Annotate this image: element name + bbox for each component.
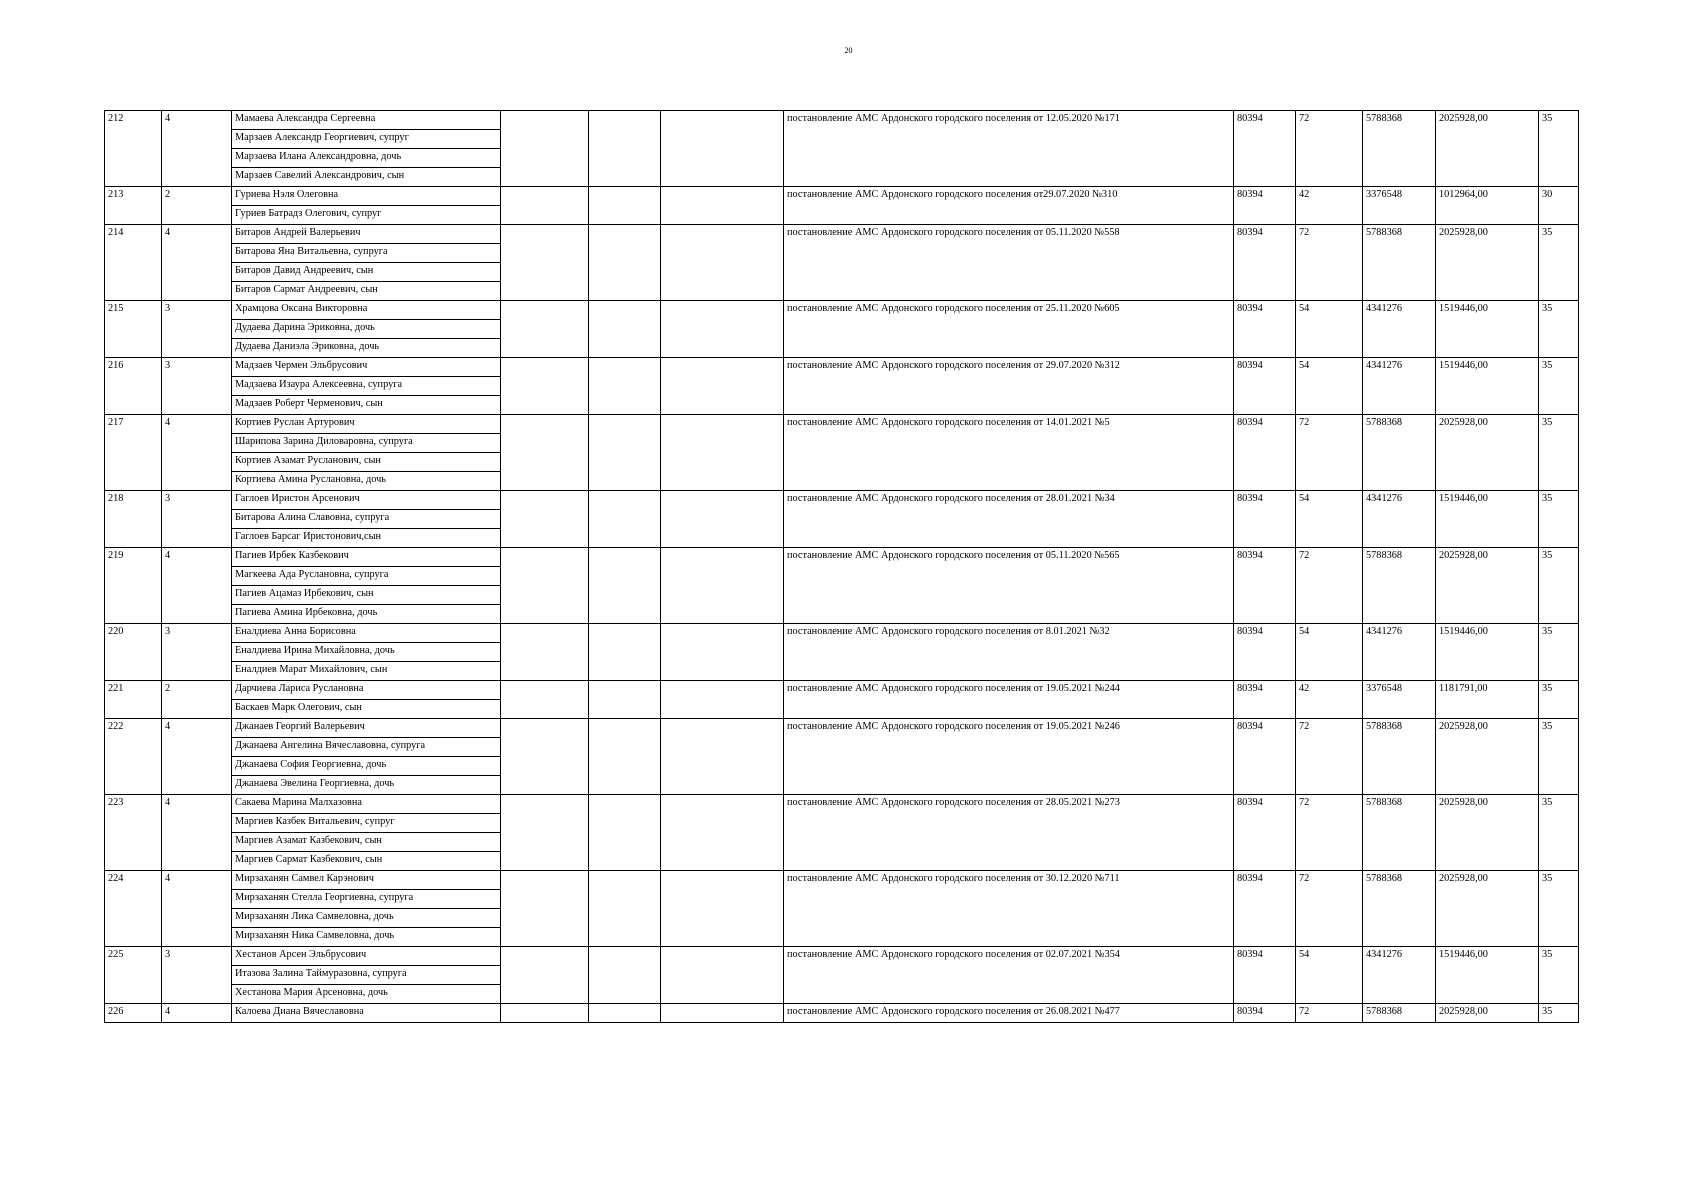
- family-member-cell: Пагиев Ирбек Казбекович: [232, 548, 501, 567]
- family-member-cell: Сакаева Марина Малхазовна: [232, 795, 501, 814]
- family-member-cell: Марзаева Илана Александровна, дочь: [232, 149, 501, 168]
- empty-cell: [501, 871, 589, 947]
- empty-cell: [501, 681, 589, 719]
- family-member-cell: Калоева Диана Вячеславовна: [232, 1004, 501, 1023]
- decision-cell: постановление АМС Ардонского городского поселения от 28.05.2021 №273: [784, 795, 1234, 871]
- decision-cell: постановление АМС Ардонского городского поселения от 26.08.2021 №477: [784, 1004, 1234, 1023]
- empty-cell: [589, 301, 661, 358]
- total-cost-cell: 5788368: [1363, 719, 1436, 795]
- empty-cell: [661, 1004, 784, 1023]
- percent-cell: 35: [1539, 681, 1579, 719]
- family-size-cell: 4: [162, 548, 232, 624]
- page-number: 20: [844, 46, 853, 55]
- price-per-sqm-cell: 80394: [1234, 301, 1296, 358]
- family-member-cell: Мирзаханян Лика Самвеловна, дочь: [232, 909, 501, 928]
- table-row: [105, 681, 1579, 700]
- family-member-cell: Джанаева Ангелина Вячеславовна, супруга: [232, 738, 501, 757]
- family-size-cell: 2: [162, 681, 232, 719]
- decision-cell: постановление АМС Ардонского городского поселения от 14.01.2021 №5: [784, 415, 1234, 491]
- total-cost-cell: 5788368: [1363, 415, 1436, 491]
- table-row: [105, 187, 1579, 206]
- empty-cell: [661, 491, 784, 548]
- table-row: [105, 548, 1579, 567]
- decision-cell: постановление АМС Ардонского городского поселения от 30.12.2020 №711: [784, 871, 1234, 947]
- record-number-cell: 224: [105, 871, 162, 947]
- empty-cell: [501, 624, 589, 681]
- table-row: [105, 358, 1579, 377]
- total-cost-cell: 5788368: [1363, 111, 1436, 187]
- percent-cell: 30: [1539, 187, 1579, 225]
- empty-cell: [501, 1004, 589, 1023]
- price-per-sqm-cell: 80394: [1234, 111, 1296, 187]
- family-size-cell: 4: [162, 1004, 232, 1023]
- family-member-cell: Кортиев Азамат Русланович, сын: [232, 453, 501, 472]
- empty-cell: [589, 111, 661, 187]
- family-size-cell: 4: [162, 415, 232, 491]
- family-size-cell: 4: [162, 719, 232, 795]
- price-per-sqm-cell: 80394: [1234, 415, 1296, 491]
- family-size-cell: 2: [162, 187, 232, 225]
- table-row: [105, 415, 1579, 434]
- subsidy-cell: 1519446,00: [1436, 301, 1539, 358]
- family-size-cell: 4: [162, 225, 232, 301]
- family-size-cell: 4: [162, 795, 232, 871]
- family-member-cell: Мамаева Александра Сергеевна: [232, 111, 501, 130]
- decision-cell: постановление АМС Ардонского городского поселения от 8.01.2021 №32: [784, 624, 1234, 681]
- family-size-cell: 4: [162, 111, 232, 187]
- empty-cell: [589, 624, 661, 681]
- percent-cell: 35: [1539, 624, 1579, 681]
- record-number-cell: 225: [105, 947, 162, 1004]
- family-member-cell: Дудаева Даниэла Эриковна, дочь: [232, 339, 501, 358]
- subsidy-cell: 2025928,00: [1436, 415, 1539, 491]
- empty-cell: [589, 871, 661, 947]
- empty-cell: [661, 624, 784, 681]
- family-member-cell: Кортиева Амина Руслановна, дочь: [232, 472, 501, 491]
- subsidy-cell: 2025928,00: [1436, 795, 1539, 871]
- table-row: [105, 719, 1579, 738]
- empty-cell: [501, 225, 589, 301]
- record-number-cell: 223: [105, 795, 162, 871]
- total-cost-cell: 4341276: [1363, 624, 1436, 681]
- empty-cell: [589, 358, 661, 415]
- empty-cell: [501, 111, 589, 187]
- family-member-cell: Гаглоев Иристон Арсенович: [232, 491, 501, 510]
- table-row: [105, 111, 1579, 130]
- area-cell: 54: [1296, 301, 1363, 358]
- price-per-sqm-cell: 80394: [1234, 187, 1296, 225]
- family-member-cell: Мирзаханян Ника Самвеловна, дочь: [232, 928, 501, 947]
- empty-cell: [589, 491, 661, 548]
- percent-cell: 35: [1539, 358, 1579, 415]
- family-member-cell: Гаглоев Барсаг Иристонович,сын: [232, 529, 501, 548]
- total-cost-cell: 5788368: [1363, 871, 1436, 947]
- area-cell: 54: [1296, 947, 1363, 1004]
- subsidy-cell: 1519446,00: [1436, 491, 1539, 548]
- family-member-cell: Гуриев Батрадз Олегович, супруг: [232, 206, 501, 225]
- family-member-cell: Джанаев Георгий Валерьевич: [232, 719, 501, 738]
- percent-cell: 35: [1539, 111, 1579, 187]
- percent-cell: 35: [1539, 415, 1579, 491]
- family-member-cell: Гуриева Нэля Олеговна: [232, 187, 501, 206]
- area-cell: 72: [1296, 795, 1363, 871]
- family-size-cell: 4: [162, 871, 232, 947]
- price-per-sqm-cell: 80394: [1234, 358, 1296, 415]
- table-row: [105, 1004, 1579, 1023]
- record-number-cell: 226: [105, 1004, 162, 1023]
- percent-cell: 35: [1539, 491, 1579, 548]
- decision-cell: постановление АМС Ардонского городского поселения от 05.11.2020 №558: [784, 225, 1234, 301]
- record-number-cell: 217: [105, 415, 162, 491]
- price-per-sqm-cell: 80394: [1234, 491, 1296, 548]
- price-per-sqm-cell: 80394: [1234, 1004, 1296, 1023]
- area-cell: 72: [1296, 871, 1363, 947]
- subsidy-cell: 1181791,00: [1436, 681, 1539, 719]
- family-member-cell: Шарипова Зарина Диловаровна, супруга: [232, 434, 501, 453]
- subsidy-cell: 1519446,00: [1436, 358, 1539, 415]
- area-cell: 42: [1296, 187, 1363, 225]
- family-member-cell: Итазова Залина Таймуразовна, супруга: [232, 966, 501, 985]
- empty-cell: [589, 548, 661, 624]
- family-member-cell: Пагиева Амина Ирбековна, дочь: [232, 605, 501, 624]
- price-per-sqm-cell: 80394: [1234, 624, 1296, 681]
- family-member-cell: Джанаева Эвелина Георгиевна, дочь: [232, 776, 501, 795]
- empty-cell: [589, 681, 661, 719]
- empty-cell: [661, 719, 784, 795]
- subsidy-cell: 2025928,00: [1436, 871, 1539, 947]
- percent-cell: 35: [1539, 871, 1579, 947]
- record-number-cell: 218: [105, 491, 162, 548]
- record-number-cell: 222: [105, 719, 162, 795]
- decision-cell: постановление АМС Ардонского городского поселения от29.07.2020 №310: [784, 187, 1234, 225]
- family-size-cell: 3: [162, 624, 232, 681]
- total-cost-cell: 5788368: [1363, 548, 1436, 624]
- decision-cell: постановление АМС Ардонского городского поселения от 19.05.2021 №244: [784, 681, 1234, 719]
- area-cell: 54: [1296, 491, 1363, 548]
- area-cell: 54: [1296, 358, 1363, 415]
- table-row: [105, 871, 1579, 890]
- decision-cell: постановление АМС Ардонского городского поселения от 28.01.2021 №34: [784, 491, 1234, 548]
- empty-cell: [661, 681, 784, 719]
- registry-body: [105, 111, 1579, 1023]
- percent-cell: 35: [1539, 225, 1579, 301]
- area-cell: 72: [1296, 1004, 1363, 1023]
- total-cost-cell: 5788368: [1363, 795, 1436, 871]
- empty-cell: [501, 947, 589, 1004]
- empty-cell: [661, 415, 784, 491]
- table-row: [105, 491, 1579, 510]
- empty-cell: [589, 719, 661, 795]
- empty-cell: [661, 301, 784, 358]
- price-per-sqm-cell: 80394: [1234, 947, 1296, 1004]
- percent-cell: 35: [1539, 301, 1579, 358]
- family-member-cell: Пагиев Ацамаз Ирбекович, сын: [232, 586, 501, 605]
- empty-cell: [661, 795, 784, 871]
- family-member-cell: Битаров Сармат Андреевич, сын: [232, 282, 501, 301]
- empty-cell: [501, 719, 589, 795]
- family-member-cell: Джанаева София Георгиевна, дочь: [232, 757, 501, 776]
- decision-cell: постановление АМС Ардонского городского поселения от 25.11.2020 №605: [784, 301, 1234, 358]
- percent-cell: 35: [1539, 1004, 1579, 1023]
- price-per-sqm-cell: 80394: [1234, 225, 1296, 301]
- percent-cell: 35: [1539, 947, 1579, 1004]
- family-member-cell: Марзаев Александр Георгиевич, супруг: [232, 130, 501, 149]
- total-cost-cell: 5788368: [1363, 1004, 1436, 1023]
- record-number-cell: 212: [105, 111, 162, 187]
- empty-cell: [501, 358, 589, 415]
- table-row: [105, 795, 1579, 814]
- family-member-cell: Магкеева Ада Руслановна, супруга: [232, 567, 501, 586]
- area-cell: 72: [1296, 225, 1363, 301]
- family-size-cell: 3: [162, 947, 232, 1004]
- family-member-cell: Еналдиева Ирина Михайловна, дочь: [232, 643, 501, 662]
- area-cell: 72: [1296, 548, 1363, 624]
- family-member-cell: Маргиев Казбек Витальевич, супруг: [232, 814, 501, 833]
- family-size-cell: 3: [162, 491, 232, 548]
- record-number-cell: 213: [105, 187, 162, 225]
- empty-cell: [501, 795, 589, 871]
- subsidy-cell: 2025928,00: [1436, 225, 1539, 301]
- family-member-cell: Дарчиева Лариса Руслановна: [232, 681, 501, 700]
- area-cell: 72: [1296, 719, 1363, 795]
- subsidy-cell: 2025928,00: [1436, 548, 1539, 624]
- housing-registry-table: [104, 110, 1579, 1023]
- total-cost-cell: 5788368: [1363, 225, 1436, 301]
- price-per-sqm-cell: 80394: [1234, 719, 1296, 795]
- record-number-cell: 221: [105, 681, 162, 719]
- family-member-cell: Мадзаева Изаура Алексеевна, супруга: [232, 377, 501, 396]
- decision-cell: постановление АМС Ардонского городского поселения от 29.07.2020 №312: [784, 358, 1234, 415]
- total-cost-cell: 4341276: [1363, 947, 1436, 1004]
- total-cost-cell: 3376548: [1363, 187, 1436, 225]
- family-member-cell: Битаров Давид Андреевич, сын: [232, 263, 501, 282]
- record-number-cell: 219: [105, 548, 162, 624]
- table-row: [105, 947, 1579, 966]
- decision-cell: постановление АМС Ардонского городского поселения от 05.11.2020 №565: [784, 548, 1234, 624]
- empty-cell: [501, 548, 589, 624]
- family-member-cell: Маргиев Азамат Казбекович, сын: [232, 833, 501, 852]
- family-member-cell: Дудаева Дарина Эриковна, дочь: [232, 320, 501, 339]
- empty-cell: [589, 947, 661, 1004]
- price-per-sqm-cell: 80394: [1234, 795, 1296, 871]
- percent-cell: 35: [1539, 795, 1579, 871]
- record-number-cell: 215: [105, 301, 162, 358]
- table-row: [105, 301, 1579, 320]
- total-cost-cell: 4341276: [1363, 358, 1436, 415]
- empty-cell: [661, 111, 784, 187]
- family-member-cell: Хестанов Арсен Эльбрусович: [232, 947, 501, 966]
- subsidy-cell: 2025928,00: [1436, 1004, 1539, 1023]
- family-member-cell: Мадзаев Чермен Эльбрусович: [232, 358, 501, 377]
- family-member-cell: Хестанова Мария Арсеновна, дочь: [232, 985, 501, 1004]
- family-size-cell: 3: [162, 301, 232, 358]
- family-member-cell: Марзаев Савелий Александрович, сын: [232, 168, 501, 187]
- price-per-sqm-cell: 80394: [1234, 871, 1296, 947]
- table-row: [105, 225, 1579, 244]
- family-member-cell: Мирзаханян Стелла Георгиевна, супруга: [232, 890, 501, 909]
- empty-cell: [661, 187, 784, 225]
- percent-cell: 35: [1539, 548, 1579, 624]
- total-cost-cell: 3376548: [1363, 681, 1436, 719]
- empty-cell: [589, 1004, 661, 1023]
- empty-cell: [589, 187, 661, 225]
- family-member-cell: Еналдиев Марат Михайлович, сын: [232, 662, 501, 681]
- family-member-cell: Маргиев Сармат Казбекович, сын: [232, 852, 501, 871]
- family-member-cell: Еналдиева Анна Борисовна: [232, 624, 501, 643]
- empty-cell: [661, 871, 784, 947]
- empty-cell: [661, 358, 784, 415]
- decision-cell: постановление АМС Ардонского городского поселения от 02.07.2021 №354: [784, 947, 1234, 1004]
- area-cell: 72: [1296, 111, 1363, 187]
- subsidy-cell: 2025928,00: [1436, 111, 1539, 187]
- decision-cell: постановление АМС Ардонского городского поселения от 19.05.2021 №246: [784, 719, 1234, 795]
- subsidy-cell: 2025928,00: [1436, 719, 1539, 795]
- family-member-cell: Мадзаев Роберт Черменович, сын: [232, 396, 501, 415]
- family-member-cell: Битаров Андрей Валерьевич: [232, 225, 501, 244]
- empty-cell: [589, 795, 661, 871]
- decision-cell: постановление АМС Ардонского городского поселения от 12.05.2020 №171: [784, 111, 1234, 187]
- empty-cell: [661, 225, 784, 301]
- percent-cell: 35: [1539, 719, 1579, 795]
- family-size-cell: 3: [162, 358, 232, 415]
- family-member-cell: Битарова Алина Славовна, супруга: [232, 510, 501, 529]
- family-member-cell: Кортиев Руслан Артурович: [232, 415, 501, 434]
- empty-cell: [501, 301, 589, 358]
- price-per-sqm-cell: 80394: [1234, 548, 1296, 624]
- family-member-cell: Битарова Яна Витальевна, супруга: [232, 244, 501, 263]
- family-member-cell: Мирзаханян Самвел Карэнович: [232, 871, 501, 890]
- table-row: [105, 624, 1579, 643]
- total-cost-cell: 4341276: [1363, 491, 1436, 548]
- family-member-cell: Храмцова Оксана Викторовна: [232, 301, 501, 320]
- empty-cell: [501, 415, 589, 491]
- record-number-cell: 214: [105, 225, 162, 301]
- empty-cell: [589, 415, 661, 491]
- subsidy-cell: 1012964,00: [1436, 187, 1539, 225]
- empty-cell: [501, 187, 589, 225]
- empty-cell: [501, 491, 589, 548]
- subsidy-cell: 1519446,00: [1436, 947, 1539, 1004]
- subsidy-cell: 1519446,00: [1436, 624, 1539, 681]
- area-cell: 54: [1296, 624, 1363, 681]
- price-per-sqm-cell: 80394: [1234, 681, 1296, 719]
- empty-cell: [661, 548, 784, 624]
- empty-cell: [661, 947, 784, 1004]
- record-number-cell: 216: [105, 358, 162, 415]
- area-cell: 72: [1296, 415, 1363, 491]
- empty-cell: [589, 225, 661, 301]
- total-cost-cell: 4341276: [1363, 301, 1436, 358]
- area-cell: 42: [1296, 681, 1363, 719]
- record-number-cell: 220: [105, 624, 162, 681]
- family-member-cell: Баскаев Марк Олегович, сын: [232, 700, 501, 719]
